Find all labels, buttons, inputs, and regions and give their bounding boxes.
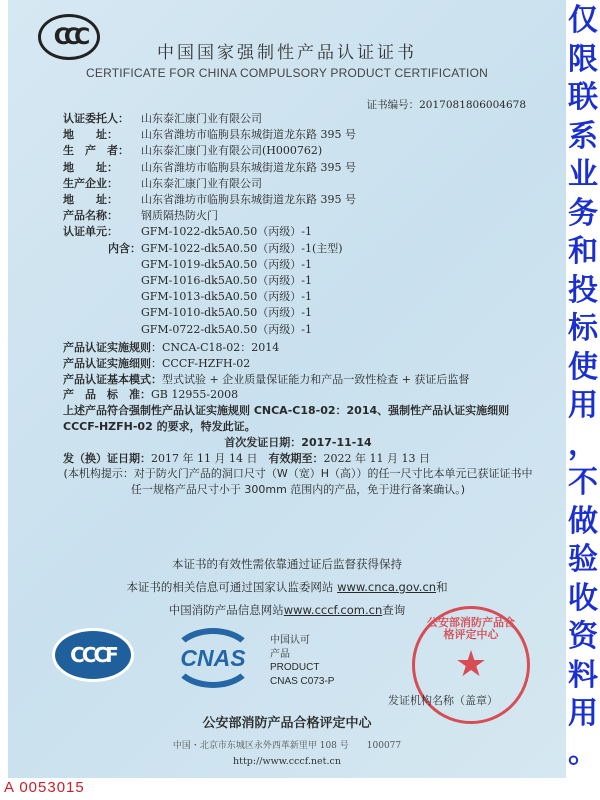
side-char: 使: [568, 349, 598, 385]
mode-label: 产品认证基本模式：: [63, 372, 162, 386]
row-label: [63, 257, 141, 273]
ccc-logo: CCC: [38, 14, 100, 60]
side-char: 务: [568, 195, 598, 231]
row-label: 地 址：: [63, 128, 118, 142]
rule-value: ：CNCA-C18-02：2014: [151, 341, 280, 354]
side-char: 不: [568, 465, 598, 500]
info-row: [63, 192, 356, 208]
row-value: 山东省潍坊市临朐县东城街道龙东路 395 号: [141, 160, 356, 174]
side-char: 验: [568, 542, 598, 577]
detail-value: ：CCCF-HZFH-02: [151, 356, 251, 370]
row-value: GFM-1013-dk5A0.50（丙级）-1: [141, 290, 312, 304]
row-value: GFM-1010-dk5A0.50（丙级）-1: [141, 306, 312, 320]
side-char: 和: [568, 234, 598, 269]
side-char: 联: [568, 80, 598, 115]
statement: 上述产品符合强制性产品认证实施规则 CNCA-C18-02：2014、强制性产品认证实施细则 CCCF-HZFH-02 的要求，特发此证。: [63, 404, 510, 433]
rules-section: [63, 340, 533, 498]
stamp-text: 公安部消防产品合格评定中心: [427, 616, 515, 641]
info-row: [63, 111, 356, 127]
info-row: [63, 273, 356, 289]
acc-line: 中国认可: [270, 635, 310, 646]
row-label: 生 产 者：: [63, 144, 129, 158]
valid-until-value: 2022 年 11 月 13 日: [323, 451, 430, 465]
first-issue-date: 首次发证日期：2017-11-14: [224, 435, 372, 449]
info-row: [63, 322, 356, 338]
row-value: GFM-1016-dk5A0.50（丙级）-1: [141, 274, 312, 288]
row-value: GFM-1022-dk5A0.50（丙级）-1(主型): [141, 241, 343, 255]
row-label: [63, 273, 141, 289]
info-row: [63, 208, 356, 224]
info-row: [63, 257, 356, 273]
info-row: [63, 160, 356, 176]
row-value: 山东泰汇康门业有限公司: [141, 112, 262, 125]
star-icon: ★: [454, 644, 488, 685]
issue-date-value: 2017 年 11 月 14 日: [151, 451, 258, 465]
row-label: 生产企业：: [63, 176, 118, 190]
row-label: [63, 322, 141, 338]
acc-line: CNAS C073-P: [270, 675, 335, 687]
side-char: 用: [568, 388, 598, 423]
standard-label: 产 品 标 准：: [63, 388, 151, 402]
cccf-link[interactable]: www.cccf.com.cn: [283, 603, 383, 617]
row-value: 山东省潍坊市临朐县东城街道龙东路 395 号: [141, 193, 356, 207]
info-row: [63, 176, 356, 192]
info-text: 查询: [382, 603, 406, 617]
side-note: [566, 2, 600, 772]
side-char: 用: [568, 696, 598, 731]
accreditation-text: [270, 634, 334, 688]
cnas-logo: CNAS: [171, 628, 255, 688]
cnca-link[interactable]: www.cnca.gov.cn: [337, 580, 437, 594]
info-text: 本证书的相关信息可通过国家认监委网站: [126, 580, 334, 594]
row-value: GFM-1022-dk5A0.50（丙级）-1: [141, 225, 312, 239]
acc-line: PRODUCT: [270, 662, 320, 673]
row-value: GFM-0722-dk5A0.50（丙级）-1: [141, 322, 312, 336]
side-char: 业: [568, 157, 598, 192]
side-char: 资: [568, 619, 598, 654]
side-char: ，: [568, 426, 598, 462]
title-chinese: 中国国家强制性产品认证证书: [157, 43, 417, 63]
side-char: 收: [568, 580, 598, 616]
mode-value: 型式试验 + 企业质量保证能力和产品一致性检查 + 获证后监督: [162, 372, 470, 386]
side-char: 做: [568, 503, 598, 539]
info-text: 中国消防产品信息网站: [168, 603, 284, 617]
row-label: 认证单元：: [63, 225, 118, 239]
validity-note: 本证书的有效性需依靠通过证后监督获得保持: [172, 557, 402, 571]
row-value: GFM-1019-dk5A0.50（丙级）-1: [141, 257, 312, 271]
info-row: [63, 127, 356, 143]
side-char: 料: [568, 657, 598, 693]
row-label: [63, 305, 141, 321]
standard-value: GB 12955-2008: [151, 388, 239, 402]
side-char: 限: [568, 41, 598, 77]
acc-line: 产品: [270, 648, 290, 660]
rule-label: 产品认证实施规则: [63, 341, 151, 354]
side-char: 系: [568, 118, 598, 154]
row-label: 产品名称：: [63, 209, 118, 223]
issue-date-label: 发（换）证日期：: [63, 451, 151, 465]
info-row: [63, 289, 356, 305]
center-address: 中国・北京市东城区永外西革新里甲 108 号 100077: [172, 741, 402, 751]
info-rows: [63, 111, 356, 338]
info-row: [63, 241, 356, 257]
info-row: [63, 224, 356, 240]
row-label: 认证委托人：: [63, 112, 129, 125]
row-value: 山东泰汇康门业有限公司: [141, 176, 262, 190]
issuing-center: 公安部消防产品合格评定中心: [202, 716, 372, 731]
info-text: 和: [436, 580, 448, 594]
cccf-logo: CCCF: [52, 628, 134, 682]
title-english: CERTIFICATE FOR CHINA COMPULSORY PRODUCT CERTIFICATION: [86, 66, 488, 80]
info-row: [63, 305, 356, 321]
institution-note: (本机构提示：对于防火门产品的洞口尺寸（W（宽）H（高））的任一尺寸比本单元已获证证书中任一规格产品尺寸小于 300mm 范围内的产品，免于进行备案确认。): [63, 467, 533, 497]
issuer-label: 发证机构名称（盖章）: [388, 694, 498, 707]
row-value: 钢质隔热防火门: [141, 209, 218, 223]
info-row: [63, 143, 356, 159]
row-value: 山东省潍坊市临朐县东城街道龙东路 395 号: [141, 128, 356, 142]
row-label: [63, 289, 141, 305]
row-label: 地 址：: [63, 193, 118, 207]
certificate-number: 证书编号：2017081806004678: [366, 99, 526, 111]
center-website[interactable]: http://www.cccf.net.cn: [233, 756, 341, 767]
row-label: 内含：: [108, 241, 141, 255]
side-char: 投: [568, 272, 598, 308]
side-char: 。: [568, 734, 598, 770]
row-label: 地 址：: [63, 160, 118, 174]
side-char: 仅: [568, 3, 598, 38]
certificate: [8, 0, 566, 778]
row-value: 山东泰汇康门业有限公司(H000762): [141, 144, 323, 158]
serial-number: A 0053015: [4, 779, 85, 796]
detail-label: 产品认证实施细则: [63, 356, 151, 370]
valid-until-label: 有效期至：: [268, 451, 324, 465]
side-char: 标: [568, 311, 598, 346]
